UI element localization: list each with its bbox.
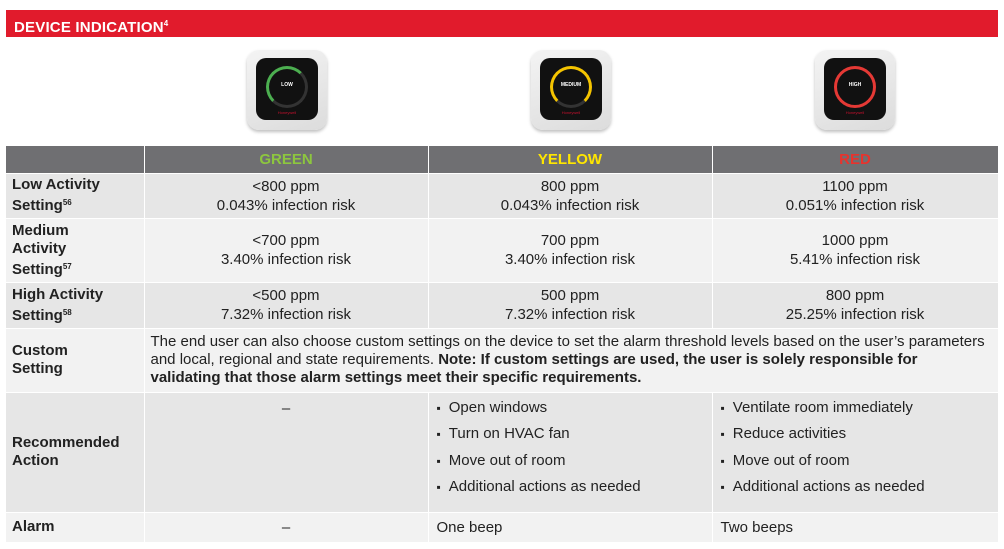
- list-item: ▪ Additional actions as needed: [721, 474, 992, 501]
- footnote-marker: 58: [62, 307, 72, 317]
- row-label-text: Custom: [12, 342, 68, 359]
- section-title: DEVICE INDICATION: [14, 19, 164, 36]
- row-label-text: Activity: [12, 239, 67, 257]
- list-item: ▪ Additional actions as needed: [437, 474, 706, 501]
- ppm-value: 1100 ppm: [822, 177, 888, 195]
- list-item: ▪ Ventilate room immediately: [721, 395, 992, 422]
- cell-green: –: [144, 512, 428, 542]
- table-row-custom-setting: [6, 328, 998, 392]
- row-label-text: Setting: [12, 360, 63, 377]
- ppm-value: 700 ppm: [540, 232, 600, 249]
- ppm-value: 1000 ppm: [821, 232, 889, 249]
- device-screen: [256, 58, 318, 120]
- header-blank-cell: [6, 146, 144, 173]
- device-brand-logo: Honeywell: [845, 110, 865, 115]
- device-level-label: HIGH: [848, 82, 862, 88]
- action-list: [437, 395, 706, 501]
- infection-risk: 0.051% infection risk: [785, 196, 925, 214]
- ppm-value: <500 ppm: [252, 287, 320, 304]
- cell-red: [712, 392, 998, 512]
- table-row-recommended-action: [6, 392, 998, 512]
- cell-green: [144, 173, 428, 218]
- custom-setting-note: Note: If custom settings are used, the user is solely responsible for validating that those alarm settings meet their specific requirements.: [150, 351, 918, 386]
- row-label-text: Setting: [12, 260, 63, 278]
- device-level-label: LOW: [281, 82, 293, 88]
- footnote-marker: 56: [62, 198, 72, 207]
- list-item: ▪ Open windows: [437, 395, 706, 422]
- cell-yellow: One beep: [428, 512, 712, 542]
- row-label-text: High Activity: [12, 285, 104, 303]
- cell-green: [144, 218, 428, 282]
- action-list: [721, 395, 992, 501]
- infection-risk: 3.40% infection risk: [504, 251, 636, 268]
- custom-setting-text: The end user can also choose custom settings on the device to set the alarm threshold levels based on the user’s parameters and local, regional and state requirements.: [150, 333, 985, 368]
- row-label: [6, 173, 144, 218]
- row-label-text: Low Activity Setting: [12, 176, 100, 214]
- cell-yellow: [428, 282, 712, 328]
- device-screen: [540, 58, 602, 120]
- ppm-value: 800 ppm: [825, 287, 885, 304]
- cell-red: [712, 282, 998, 328]
- row-label: [6, 328, 144, 392]
- list-item: ▪ Move out of room: [721, 448, 992, 475]
- table-row-high-activity: [6, 282, 998, 328]
- cell-yellow: [428, 218, 712, 282]
- list-item: ▪ Reduce activities: [721, 421, 992, 448]
- infection-risk: 7.32% infection risk: [504, 306, 636, 323]
- section-title-bar: [6, 10, 998, 37]
- header-yellow: YELLOW: [428, 146, 712, 173]
- cell-red: Two beeps: [712, 512, 998, 542]
- row-label: [6, 282, 144, 328]
- cell-red: [712, 173, 998, 218]
- device-image-red: [815, 50, 895, 132]
- table-header-row: [6, 146, 998, 173]
- device-image-yellow: [531, 50, 611, 132]
- ppm-value: <800 ppm: [252, 177, 320, 195]
- row-label-text: Recommended: [12, 434, 120, 451]
- table-row-alarm: [6, 512, 998, 542]
- device-brand-logo: Honeywell: [277, 110, 297, 115]
- infection-risk: 25.25% infection risk: [785, 306, 925, 323]
- ppm-value: <700 ppm: [252, 232, 320, 249]
- cell-red: [712, 218, 998, 282]
- header-red: RED: [712, 146, 998, 173]
- custom-setting-description: [144, 328, 998, 392]
- header-green: GREEN: [144, 146, 428, 173]
- row-label-text: Medium: [12, 221, 69, 239]
- ppm-value: 500 ppm: [540, 287, 600, 304]
- cell-yellow: [428, 392, 712, 512]
- table-row-medium-activity: [6, 218, 998, 282]
- device-screen: [824, 58, 886, 120]
- row-label-text: Action: [12, 452, 59, 469]
- device-images-row: [0, 37, 1004, 146]
- device-indication-table: [6, 146, 999, 543]
- row-label: Alarm: [6, 512, 144, 542]
- footnote-marker: 4: [163, 19, 169, 28]
- cell-green: [144, 282, 428, 328]
- row-label: [6, 392, 144, 512]
- table-row-low-activity: [6, 173, 998, 218]
- cell-yellow: [428, 173, 712, 218]
- device-brand-logo: Honeywell: [561, 110, 581, 115]
- infection-risk: 0.043% infection risk: [216, 196, 356, 214]
- infection-risk: 7.32% infection risk: [220, 306, 352, 323]
- device-image-green: [247, 50, 327, 132]
- list-item: ▪ Move out of room: [437, 448, 706, 475]
- cell-green: –: [144, 392, 428, 512]
- ppm-value: 800 ppm: [540, 177, 600, 195]
- infection-risk: 0.043% infection risk: [500, 196, 640, 214]
- footnote-marker: 57: [62, 261, 72, 271]
- row-label-text: Setting: [12, 306, 63, 324]
- device-level-label: MEDIUM: [560, 82, 582, 88]
- row-label: [6, 218, 144, 282]
- infection-risk: 3.40% infection risk: [220, 251, 352, 268]
- infection-risk: 5.41% infection risk: [789, 251, 921, 268]
- list-item: ▪ Turn on HVAC fan: [437, 421, 706, 448]
